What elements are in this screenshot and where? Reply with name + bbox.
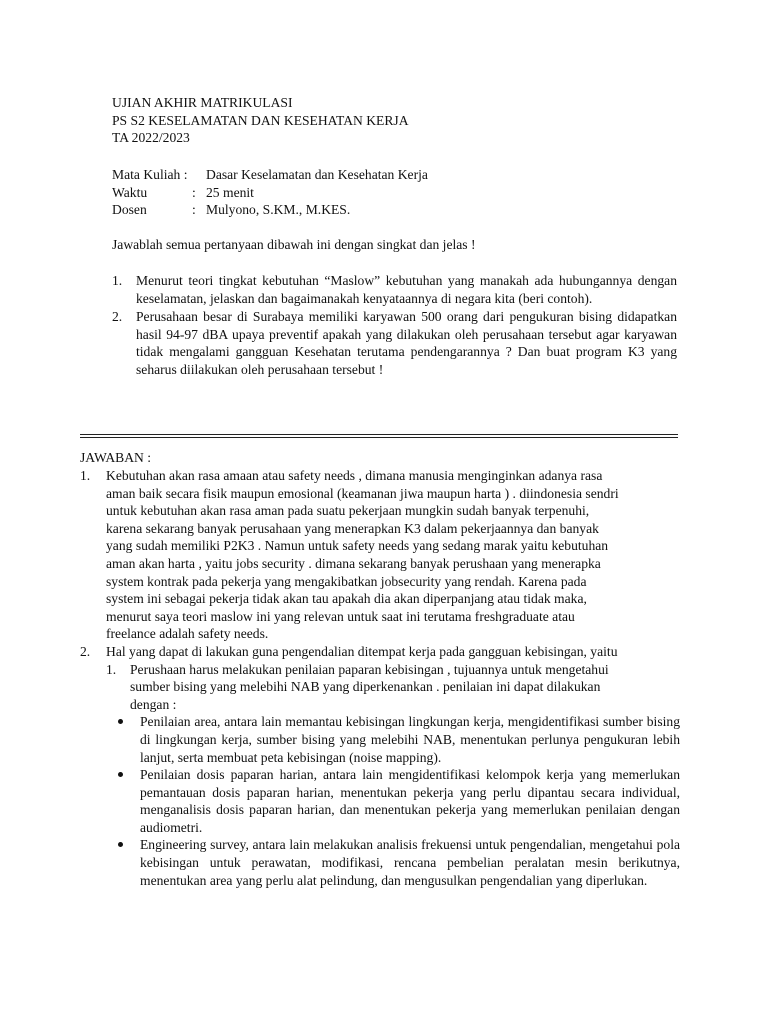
bullet-item	[114, 713, 680, 766]
info-colon: :	[192, 184, 196, 200]
program-title: PS S2 KESELAMATAN DAN KESEHATAN KERJA	[112, 112, 409, 128]
sub-item	[106, 661, 680, 714]
question-list	[112, 272, 677, 379]
info-value: 25 menit	[206, 184, 254, 200]
separator-line	[80, 432, 678, 440]
answer-list	[80, 467, 680, 889]
bullet-text: Penilaian area, antara lain memantau kebisingan lingkungan kerja, mengidentifikasi sumber bising di lingkungan kerja, sumber bising yang melebihi NAB, menentukan perlunya pengukuran lebih lanjut, serta membuat peta kebisingan (noise mapping).	[140, 714, 680, 765]
info-row-time	[112, 184, 428, 202]
academic-year: TA 2022/2023	[112, 130, 190, 146]
course-info	[112, 166, 428, 219]
answer-line: freelance adalah safety needs.	[106, 626, 269, 642]
bullet-icon	[114, 713, 140, 766]
exam-header	[112, 94, 672, 147]
sub-item-text	[130, 661, 680, 714]
answer-line: yang sudah memiliki P2K3 . Namun untuk safety needs yang sedang marak yaitu kebutuhan	[106, 538, 609, 554]
sub-item-line: Perushaan harus melakukan penilaian paparan kebisingan , tujuannya untuk mengetahui	[130, 661, 609, 677]
info-label: Waktu	[112, 184, 148, 200]
answer-text	[106, 643, 680, 889]
info-value: Dasar Keselamatan dan Kesehatan Kerja	[206, 167, 428, 182]
answer-item	[80, 467, 680, 643]
info-colon	[192, 166, 206, 184]
sub-item-number: 1.	[106, 661, 117, 677]
exam-title: UJIAN AKHIR MATRIKULASI	[112, 95, 293, 110]
answer-line: karena sekarang banyak perusahaan yang menerapkan K3 dalam pekerjaannya dan banyak	[106, 520, 599, 536]
answer-line: Kebutuhan akan rasa amaan atau safety needs , dimana manusia menginginkan adanya rasa	[106, 468, 603, 483]
answer-intro: Hal yang dapat di lakukan guna pengendalian ditempat kerja pada gangguan kebisingan, yaitu	[106, 643, 618, 659]
info-row-lecturer	[112, 201, 428, 219]
answer-number: 2.	[80, 643, 91, 659]
answer-text	[106, 467, 680, 643]
answer-line: menurut saya teori maslow ini yang relevan untuk saat ini terutama freshgraduate atau	[106, 608, 575, 624]
answer-number: 1.	[80, 468, 91, 483]
question-text: Menurut teori tingkat kebutuhan “Maslow” kebutuhan yang manakah ada hubungannya dengan keselamatan, jelaskan dan bagaimanakah kenyataannya di negara kita (beri contoh).	[136, 273, 677, 306]
answers-heading: JAWABAN :	[80, 450, 152, 465]
question-text: Perusahaan besar di Surabaya memiliki karyawan 500 orang dari pengukuran bising didapatkan hasil 94-97 dBA upaya preventif apakah yang dilakukan oleh perusahaan tersebut agar karyawan tidak mengalami gangguan Kesehatan terutama pendengarannya ? Dan buat program K3 yang seharus diilakukan oleh perusahaan tersebut !	[136, 309, 677, 377]
question-number: 1.	[112, 273, 123, 288]
answer-line: system kontrak pada pekerja yang mengakibatkan jobsecurity yang rendah. Karena pada	[106, 573, 587, 589]
bullet-text: Engineering survey, antara lain melakukan analisis frekuensi untuk pengendalian, mengetahui pola kebisingan untuk perawatan, modifikasi, rencana pembelian peralatan mesin berikutnya, menentukan area yang perlu alat pelindung, dan mengusulkan pengendalian yang diperlukan.	[140, 837, 680, 888]
bullet-item	[114, 836, 680, 889]
question-number: 2.	[112, 309, 123, 325]
sub-item-line: dengan :	[130, 696, 177, 712]
answer-line: aman akan harta , yaitu jobs security . dimana sekarang banyak perushaan yang menerapka	[106, 555, 601, 571]
bullet-item	[114, 766, 680, 836]
info-label: Mata Kuliah :	[112, 167, 188, 182]
answer-line: aman baik secara fisik maupun emosional (keamanan jiwa maupun harta ) . diindonesia sendri	[106, 485, 619, 501]
question-item	[112, 272, 677, 307]
info-row-course	[112, 166, 428, 184]
info-colon: :	[192, 202, 196, 218]
sub-item-line: sumber bising yang melebihi NAB yang diperkenankan . penilaian ini dapat dilakukan	[130, 679, 601, 695]
bullet-icon	[114, 836, 140, 889]
answer-line: system ini sebagai pekerja tidak akan tau apakah dia akan diperpanjang atau tidak maka,	[106, 591, 587, 607]
question-item	[112, 308, 677, 378]
bullet-list	[114, 713, 680, 889]
bullet-icon	[114, 766, 140, 836]
answer-line: untuk kebutuhan akan rasa aman pada suatu pekerjaan mungkin sudah banyak terpenuhi,	[106, 503, 590, 519]
info-value: Mulyono, S.KM., M.KES.	[206, 202, 351, 218]
info-label: Dosen	[112, 202, 147, 218]
answer-item	[80, 643, 680, 889]
bullet-text: Penilaian dosis paparan harian, antara lain mengidentifikasi kelompok kerja yang memerlukan pemantauan dosis paparan harian, menentukan pekerja yang perlu dipantau secara individual, menganalisis dosis paparan harian, dan menentukan pekerja yang memerlukan penilaian dengan audiometri.	[140, 767, 680, 835]
instruction-text: Jawablah semua pertanyaan dibawah ini dengan singkat dan jelas !	[112, 237, 476, 252]
